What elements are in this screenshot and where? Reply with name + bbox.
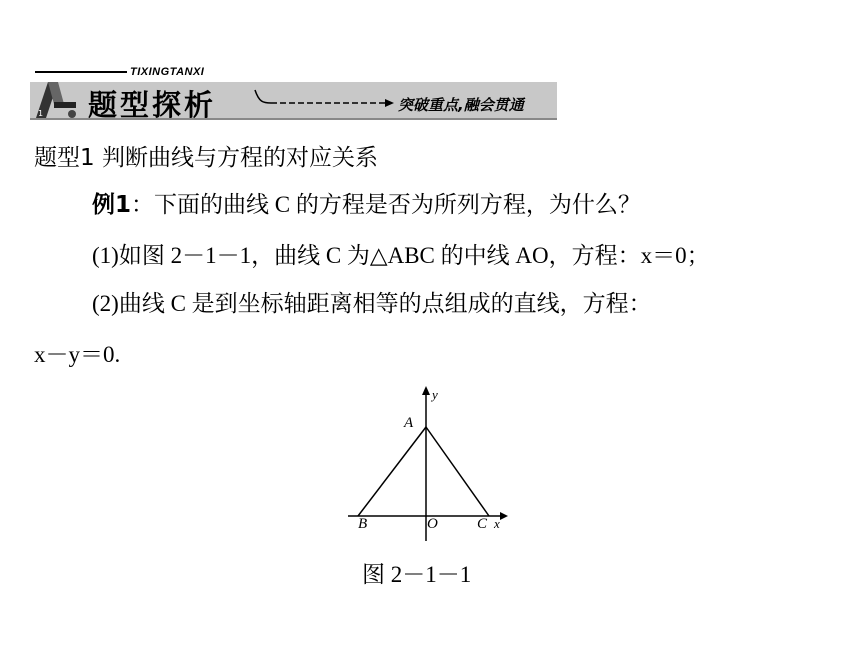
label-b: B <box>358 516 368 532</box>
triangle-figure <box>340 383 520 543</box>
section-banner <box>30 62 560 132</box>
label-o: O <box>427 516 438 532</box>
y-axis-arrow <box>422 386 430 395</box>
banner-title: 题型探析 <box>88 88 217 122</box>
side-ab <box>358 427 426 516</box>
arrow-icon <box>253 88 395 108</box>
banner-rule <box>35 71 127 73</box>
example-item-2: (2)曲线 C 是到坐标轴距离相等的点组成的直线，方程： <box>92 291 652 316</box>
side-ac <box>426 427 489 516</box>
label-c: C <box>477 516 488 532</box>
example-question-text: ：下面的曲线 C 的方程是否为所列方程，为什么？ <box>131 192 641 217</box>
svg-text:1: 1 <box>38 109 44 118</box>
figure-caption: 图 2－1－1 <box>362 562 472 587</box>
x-axis-arrow <box>500 512 508 520</box>
section-heading: 题型1 判断曲线与方程的对应关系 <box>34 145 378 171</box>
label-x: x <box>494 516 500 531</box>
example-label: 例1 <box>92 192 132 218</box>
example-question <box>92 186 641 219</box>
example-item-2-continued: x－y＝0. <box>34 342 121 367</box>
example-item-1: (1)如图 2－1－1，曲线 C 为△ABC 的中线 AO，方程：x＝0； <box>92 243 710 268</box>
label-a: A <box>404 415 414 431</box>
label-y: y <box>432 387 438 402</box>
banner-pinyin: TIXINGTANXI <box>130 66 205 78</box>
banner-slogan: 突破重点,融会贯通 <box>398 96 524 114</box>
telescope-icon <box>34 78 84 122</box>
